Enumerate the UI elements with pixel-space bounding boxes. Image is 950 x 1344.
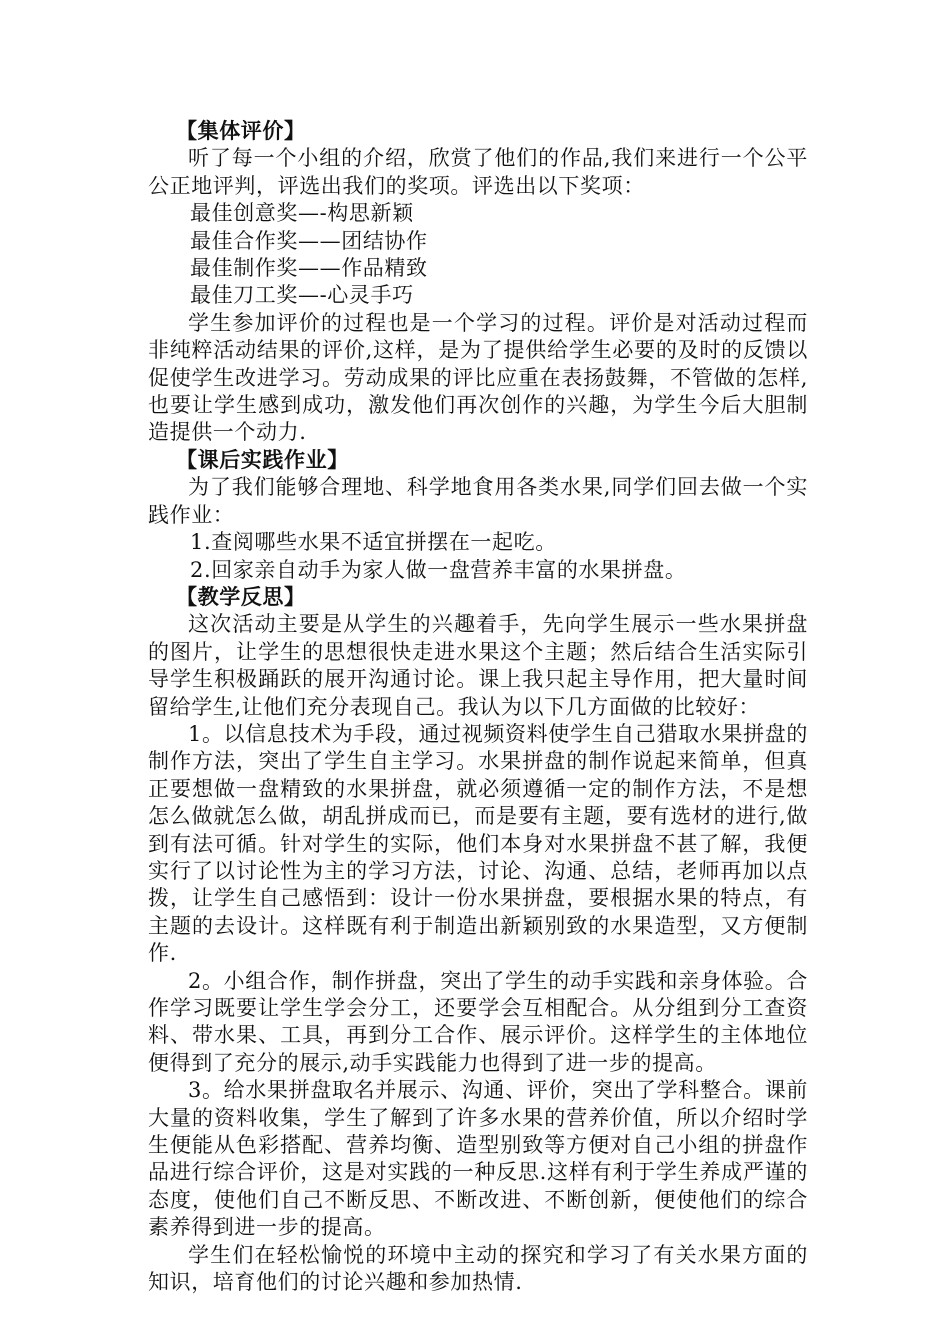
reflection-point-paragraph: 3。给水果拼盘取名并展示、沟通、评价，突出了学科整合。课前大量的资料收集，学生了解到了许多水果的营养价值，所以介绍时学生便能从色彩搭配、营养均衡、造型别致等方便对自己小组的拼盘作品进行综合评价，这是对实践的一种反思.这样有利于学生养成严谨的态度，使他们自己不断反思、不断改进、不断创新，便使他们的综合素养得到进一步的提高。 [148,1078,808,1240]
reflection-intro-paragraph: 这次活动主要是从学生的兴趣着手，先向学生展示一些水果拼盘的图片，让学生的思想很快走进水果这个主题；然后结合生活实际引导学生积极踊跃的展开沟通讨论。课上我只起主导作用，把大量时间留给学生,让他们充分表现自己。我认为以下几方面做的比较好： [148,612,808,719]
award-item: 最佳创意奖—-构思新颖 [190,201,414,226]
homework-intro-paragraph: 为了我们能够合理地、科学地食用各类水果,同学们回去做一个实践作业： [148,475,808,527]
reflection-point-paragraph: 1。以信息技术为手段，通过视频资料使学生自己猎取水果拼盘的制作方法，突出了学生自主学习。水果拼盘的制作说起来简单，但真正要想做一盘精致的水果拼盘，就必须遵循一定的制作方法，不是想怎么做就怎么做，胡乱拼成而已，而是要有主题，要有选材的进行,做到有法可循。针对学生的实际，他们本身对水果拼盘不甚了解，我便实行了以讨论性为主的学习方法，讨论、沟通、总结，老师再加以点拨，让学生自己感悟到：设计一份水果拼盘，要根据水果的特点，有主题的去设计。这样既有利于制造出新颖别致的水果造型，又方便制作. [148,721,808,966]
document-page [148,118,808,1296]
section-heading-reflection: 【教学反思】 [176,584,306,609]
section-heading-evaluation: 【集体评价】 [176,119,306,143]
evaluation-body-paragraph: 学生参加评价的过程也是一个学习的过程。评价是对活动过程而非纯粹活动结果的评价,这样，是为了提供给学生必要的及时的反馈以促使学生改进学习。劳动成果的评比应重在表扬鼓舞，不管做的怎样,也要让学生感到成功，激发他们再次创作的兴趣，为学生今后大胆制造提供一个动力. [148,310,808,445]
homework-task-item: 2.回家亲自动手为家人做一盘营养丰富的水果拼盘。 [190,557,687,582]
evaluation-intro-paragraph: 听了每一个小组的介绍，欣赏了他们的作品,我们来进行一个公平公正地评判，评选出我们的奖项。评选出以下奖项： [148,146,808,198]
award-item: 最佳刀工奖—-心灵手巧 [190,283,414,308]
reflection-conclusion-paragraph: 学生们在轻松愉悦的环境中主动的探究和学习了有关水果方面的知识，培育他们的讨论兴趣和参加热情. [148,1242,808,1295]
section-heading-homework: 【课后实践作业】 [176,447,349,472]
reflection-point-paragraph: 2。小组合作，制作拼盘，突出了学生的动手实践和亲身体验。合作学习既要让学生学会分工，还要学会互相配合。从分组到分工查资料、带水果、工具，再到分工合作、展示评价。这样学生的主体地位便得到了充分的展示,动手实践能力也得到了进一步的提高。 [148,968,808,1075]
homework-task-item: 1.查阅哪些水果不适宜拼摆在一起吃。 [190,530,557,555]
award-item: 最佳制作奖——作品精致 [190,256,428,281]
award-item: 最佳合作奖——团结协作 [190,228,428,253]
